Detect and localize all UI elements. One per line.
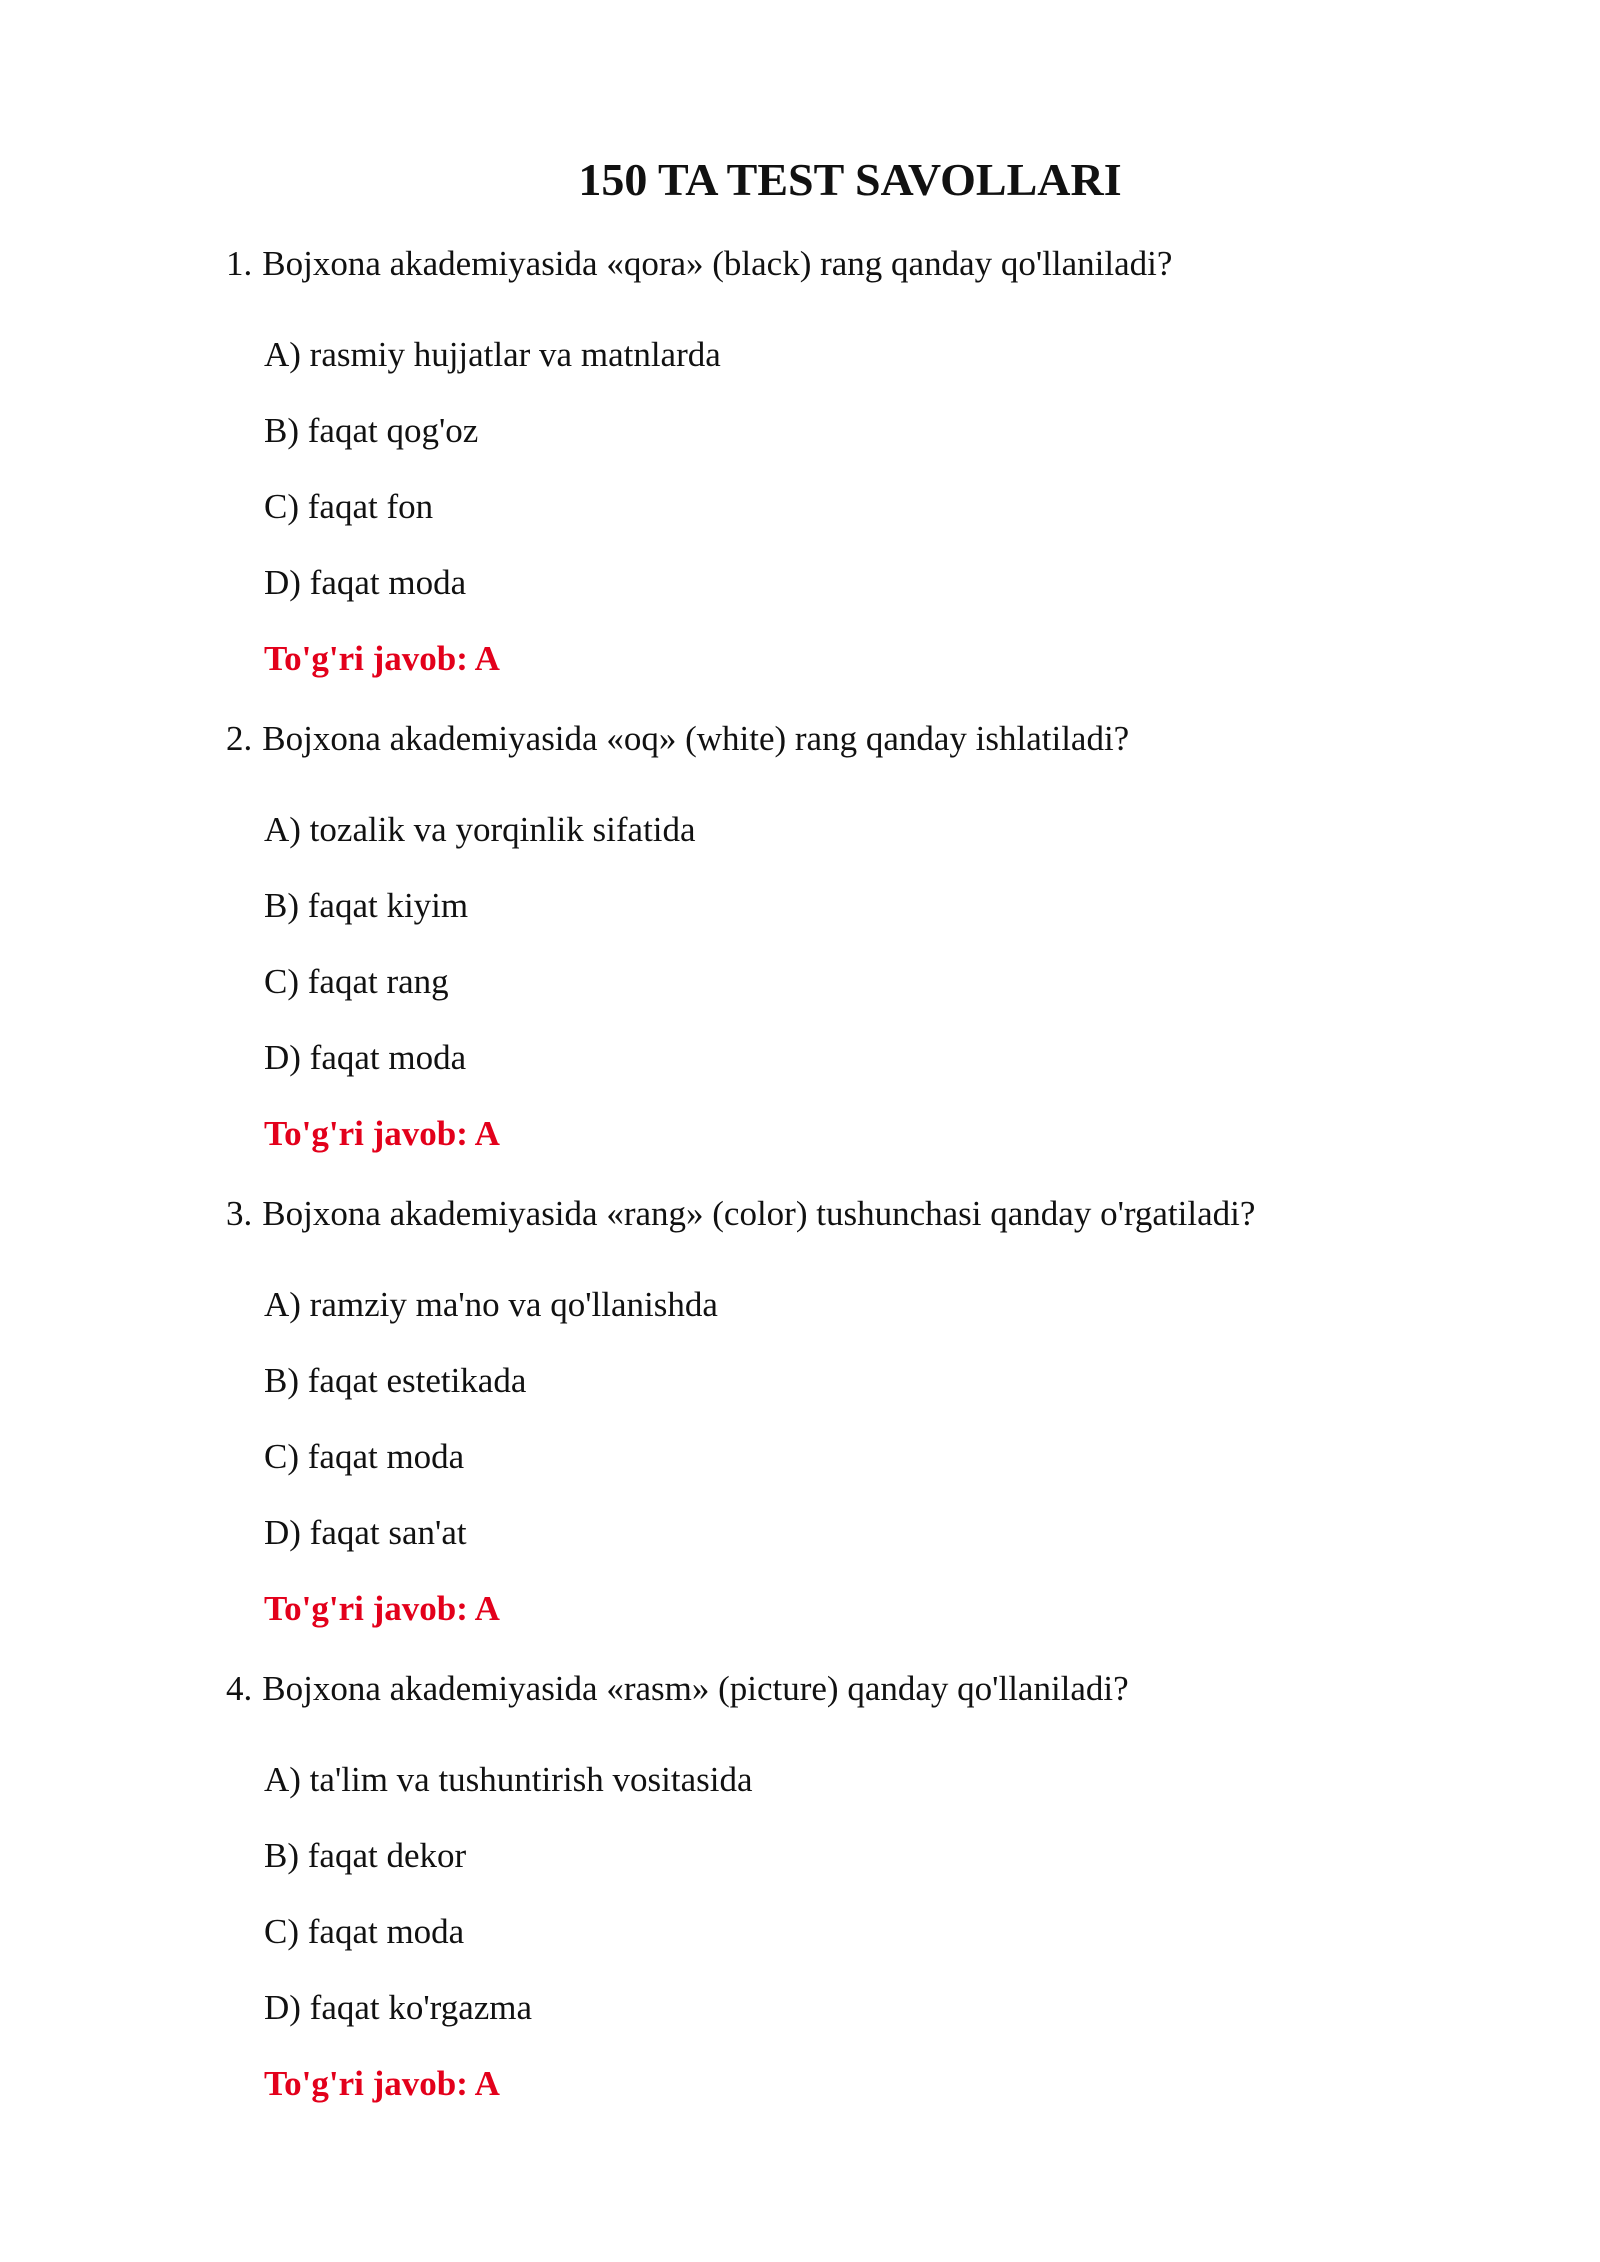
option-c: C) faqat fon — [264, 487, 434, 526]
question-number: 1. — [226, 244, 253, 283]
question-number: 3. — [226, 1194, 253, 1233]
option-c: C) faqat moda — [264, 1912, 465, 1951]
options-list — [226, 805, 1426, 1083]
option-c: C) faqat rang — [264, 962, 449, 1001]
option-a: A) rasmiy hujjatlar va matnlarda — [264, 335, 721, 374]
question-number: 4. — [226, 1669, 253, 1708]
option-a: A) tozalik va yorqinlik sifatida — [264, 810, 696, 849]
option-c: C) faqat moda — [264, 1437, 465, 1476]
correct-answer: To'g'ri javob: A — [264, 1114, 500, 1153]
option-d: D) faqat san'at — [264, 1513, 467, 1552]
page-title: 150 TA TEST SAVOLLARI — [578, 154, 1122, 205]
question-label: Bojxona akademiyasida «qora» (black) rang qanday qo'llaniladi? — [262, 244, 1173, 283]
question-text — [226, 1189, 1426, 1239]
correct-answer: To'g'ri javob: A — [264, 1589, 500, 1628]
option-b: B) faqat qog'oz — [264, 411, 479, 450]
correct-answer: To'g'ri javob: A — [264, 2064, 500, 2103]
question-text — [226, 1664, 1426, 1714]
question-label: Bojxona akademiyasida «oq» (white) rang qanday ishlatiladi? — [262, 719, 1130, 758]
question-text — [226, 239, 1426, 289]
options-list — [226, 1755, 1426, 2033]
option-a: A) ta'lim va tushuntirish vositasida — [264, 1760, 753, 1799]
question-label: Bojxona akademiyasida «rasm» (picture) qanday qo'llaniladi? — [262, 1669, 1129, 1708]
options-list — [226, 330, 1426, 608]
options-list — [226, 1280, 1426, 1558]
option-d: D) faqat moda — [264, 1038, 467, 1077]
option-d: D) faqat moda — [264, 563, 467, 602]
question-2 — [226, 714, 1426, 1159]
option-b: B) faqat dekor — [264, 1836, 467, 1875]
option-b: B) faqat kiyim — [264, 886, 469, 925]
question-text — [226, 714, 1426, 764]
correct-answer: To'g'ri javob: A — [264, 639, 500, 678]
question-1 — [226, 239, 1426, 684]
question-4 — [226, 1664, 1426, 2109]
option-b: B) faqat estetikada — [264, 1361, 527, 1400]
option-a: A) ramziy ma'no va qo'llanishda — [264, 1285, 718, 1324]
question-label: Bojxona akademiyasida «rang» (color) tushunchasi qanday o'rgatiladi? — [262, 1194, 1256, 1233]
option-d: D) faqat ko'rgazma — [264, 1988, 533, 2027]
question-number: 2. — [226, 719, 253, 758]
question-3 — [226, 1189, 1426, 1634]
